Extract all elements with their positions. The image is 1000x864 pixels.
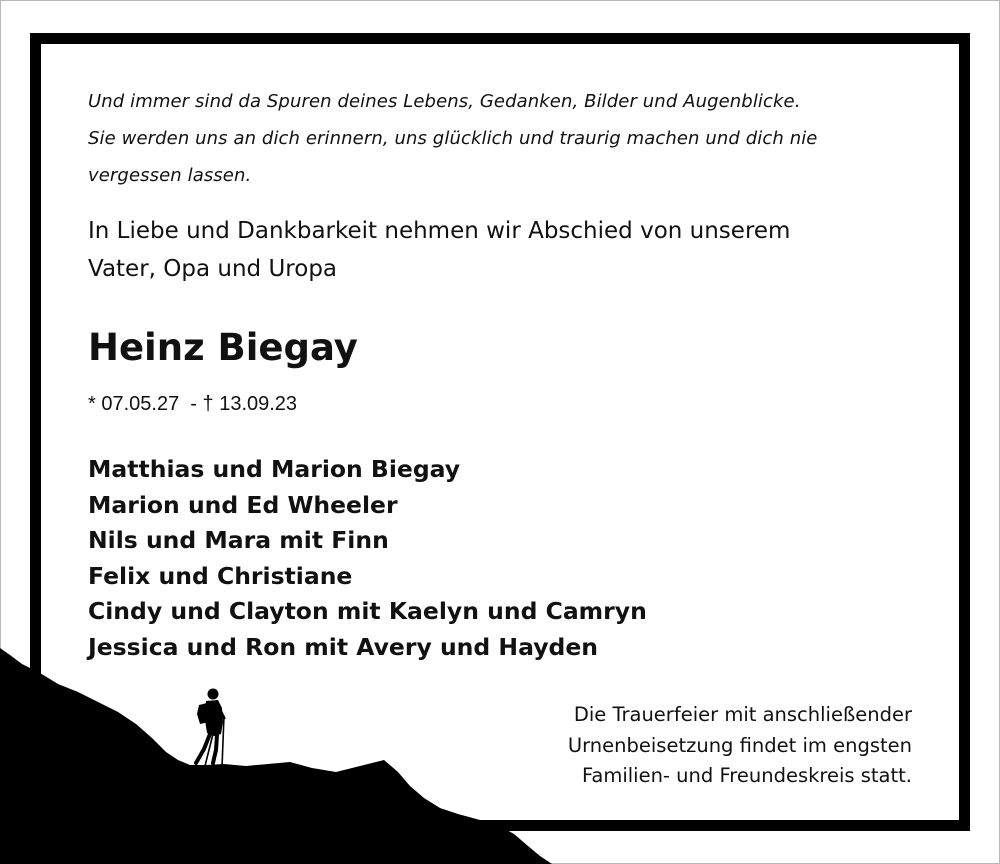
mourner-entry: Cindy und Clayton mit Kaelyn und Camryn (88, 597, 647, 625)
poem-line: vergessen lassen. (88, 165, 252, 186)
service-note-line: Familien- und Freundeskreis statt. (581, 764, 912, 787)
service-note-line: Die Trauerfeier mit anschließender (573, 703, 912, 726)
mourner-entry: Nils und Mara mit Finn (88, 526, 389, 554)
farewell-line: Vater, Opa und Uropa (88, 256, 338, 282)
farewell-line: In Liebe und Dankbarkeit nehmen wir Abschied von unserem (88, 218, 791, 244)
mourner-entry: Marion und Ed Wheeler (88, 490, 398, 519)
mourner-entry: Felix und Christiane (88, 561, 353, 590)
mourner-entry: Jessica und Ron mit Avery und Hayden (88, 632, 599, 661)
poem-line: Und immer sind da Spuren deines Lebens, Gedanken, Bilder und Augenblicke. (88, 91, 801, 112)
mountain-slope (0, 648, 552, 864)
deceased-name: Heinz Biegay (88, 326, 358, 369)
hiker-figure (196, 689, 224, 768)
service-note-line: Urnenbeisetzung findet im engsten (567, 733, 912, 757)
poem-line: Sie werden uns an dich erinnern, uns glücklich und traurig machen und dich nie (88, 128, 818, 149)
mourner-entry: Matthias und Marion Biegay (88, 455, 461, 483)
life-dates: * 07.05.27 - † 13.09.23 (88, 393, 298, 415)
service-note (492, 700, 912, 792)
